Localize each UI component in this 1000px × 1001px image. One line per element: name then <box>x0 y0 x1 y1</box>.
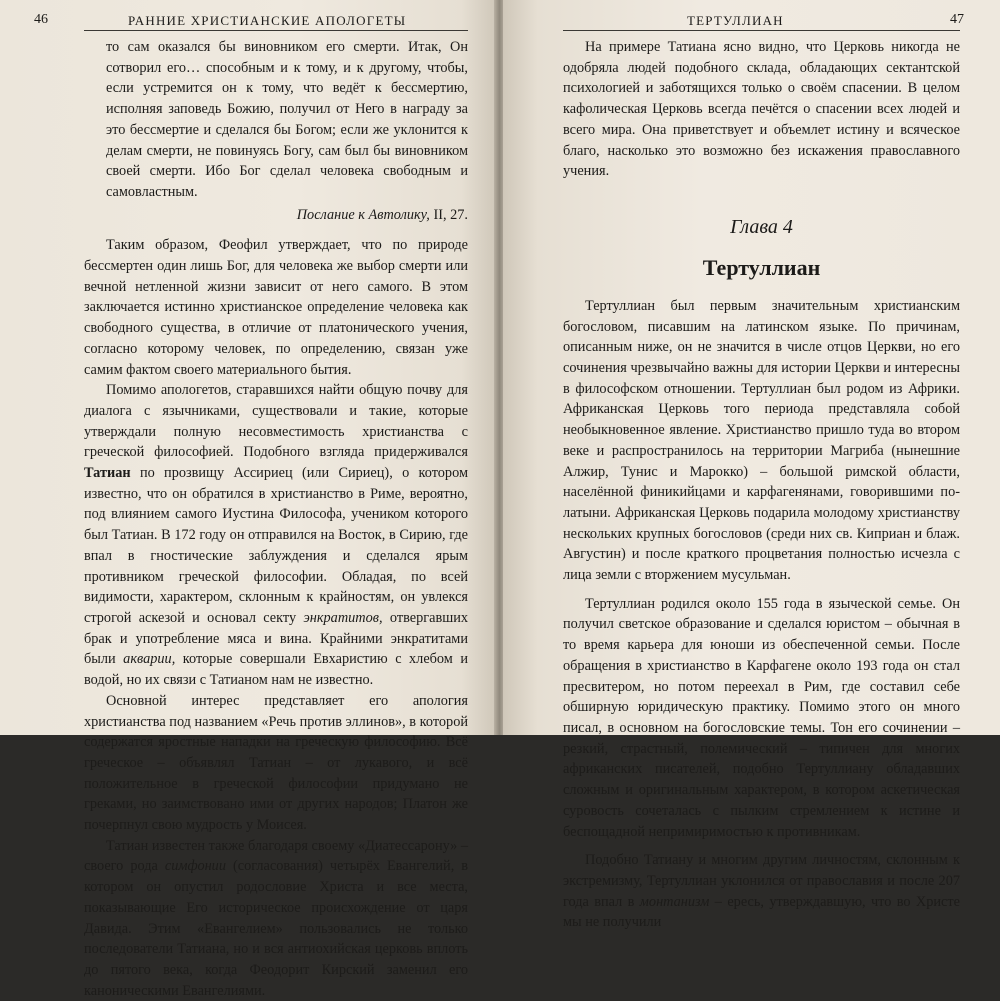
italic-term: энкратитов, <box>303 609 383 626</box>
text-run: отвергавших брак и употребление мяса и вина. Крайними энкратитами были <box>84 609 469 668</box>
running-title: ТЕРТУЛЛИАН <box>687 13 784 28</box>
page-number: 47 <box>950 12 964 27</box>
chapter-title: Тертуллиан <box>702 254 821 280</box>
text-run: по прозвищу Ассириец (или Сириец), о котором известно, что он обратился в христианство в Риме, вероятно, под влиянием самого Иустина Философа, учеником которого был Татиан. В 172 году он отправился на Восток, в Сирию, где впал в гностические заблуждения и сделался ярым противником греческой философии. Обладая, по всей видимости, характером, склонным к крайностям, он увлекся строгой аскезой и основал секту <box>84 465 469 626</box>
text-run: (согласования) четырёх Евангелий, в котором он опустил родословие Христа и все места, показывающие Его историческое происхождение от царя Давида. Этим «Евангелием» пользовались не только последователи Татиана, но и вся антиохийская церковь вплоть до пятого века, когда Феодорит Кирский заменил его каноническими Евангелиями. <box>84 858 469 999</box>
page-number: 46 <box>34 12 48 27</box>
paragraph: Таким образом, Феофил утверждает, что по природе бессмертен один лишь Бог, для человека же выбор смерти или вечной нетленной жизни зависит от него самого. В этом заключается истинно христианское определение человека как свободного существа, в отличие от платонического учения, согласно которому человек, по определению, связан уже самим фактом своего материального бытия. <box>84 237 468 378</box>
text-run: Подобно Татиану и многим другим личностям, склонным к экстремизму, Тертуллиан уклонился от православия и после 207 года впал в <box>563 852 960 910</box>
source-title: Послание к Автолику, <box>296 206 430 223</box>
text-run: Помимо апологетов, старавшихся найти общую почву для диалога с язычниками, существовали и такие, которые утверждали полную несовместимость христианства с греческой философией. Подобного взгляда придерживался <box>84 382 468 461</box>
paragraph: Тертуллиан был первым значительным христианским богословом, писавшим на латинском языке. По причинам, описанным ниже, он не значится в числе отцов Церкви, но его сочинения чрезвычайно важны для истории Церкви и интересны в философском отношении. Тертуллиан был родом из Африки. Африканская Церковь того периода представляла собой необыкновенное явление. Христианство пришло туда во втором веке и распространилось на территории Магриба (нынешние Алжир, Тунис и Марокко) – большой римской области, населённой финикийцами и карфагенянами, говорившими по-латыни. Африканская Церковь подарила молодому христианству нескольких крупных богословов (среди них св. Киприан и блаж. Августин) и после краткого процветания полностью исчезла с лица земли с вторжением мусульман. <box>563 297 960 584</box>
paragraph: На примере Татиана ясно видно, что Церковь никогда не одобряла людей подобного склада, обладающих сектантской психологией и заботящихся только о своём спасении. В целом кафолическая Церковь всегда печётся о спасении всех людей и всего мира. Она приветствует и объемлет истину и всяческое благо, насколько это возможно без искажения православного учения. <box>563 39 960 180</box>
paragraph <box>563 850 960 933</box>
italic-term: симфонии <box>164 858 226 875</box>
paragraph <box>84 380 468 691</box>
text-run: Татиан известен также благодаря своему «Диатессарону» – своего рода <box>84 837 468 875</box>
chapter-label: Глава 4 <box>730 215 793 238</box>
quote-source <box>84 205 468 226</box>
right-running-head <box>563 10 964 31</box>
left-running-head <box>34 10 468 31</box>
italic-term: монтанизм <box>639 893 710 910</box>
paragraph: Основной интерес представляет его апология христианства под названием «Речь против эллинов», в которой содержатся яростные нападки на греческую философию. Всё греческое – объявлял Татиан – от лукавого, и всё положительное в греческой философии придумано не греками, но заимствовано ими от других народов; Платон же почерпнул свою мудрость у Моисея. <box>84 692 468 834</box>
paragraph <box>84 836 468 1001</box>
left-page <box>0 0 496 999</box>
italic-term: акварии, <box>123 651 176 668</box>
right-page <box>503 0 1000 931</box>
bold-name-tatian: Татиан <box>84 465 131 482</box>
text-run: которые совершали Евхаристию с хлебом и водой, но их связи с Татианом нам не известно. <box>84 651 468 689</box>
quote-block: то сам оказался бы виновником его смерти. Итак, Он сотворил его… способным и к тому, и к другому, чтобы, если устремится он к тому, что ведёт к бессмертию, исполняя заповедь Божию, получил от Него в награду за это бессмертие и сделался бы Богом; если же уклонится к делам смерти, не повинуясь Богу, сам был бы виновником своей смерти. Ибо Бог сделал человека свободным и самовластным. <box>106 39 468 200</box>
paragraph: Тертуллиан родился около 155 года в языческой семье. Он получил светское образование и сделался юристом – обычная в то время карьера для юноши из обеспеченной семьи. После обращения в христианство в Карфагене около 193 года он стал пресвитером, но потом переехал в Рим, где составил себе обширную юридическую практику. Помимо этого он много писал, в основном на богословские темы. Тон его сочинении – резкий, страстный, полемический – типичен для многих африканских писателей, подобно Тертуллиану обладавших сложным и оригинальным характером, в котором аскетическая суровость сочеталась с пылким стремлением к истине и беспощадной непримиримостью к противникам. <box>563 595 960 840</box>
source-ref: II, 27. <box>433 206 468 223</box>
text-run: – ересь, утверждавшую, что во Христе мы не получили <box>563 893 960 931</box>
running-title: РАННИЕ ХРИСТИАНСКИЕ АПОЛОГЕТЫ <box>128 13 407 28</box>
